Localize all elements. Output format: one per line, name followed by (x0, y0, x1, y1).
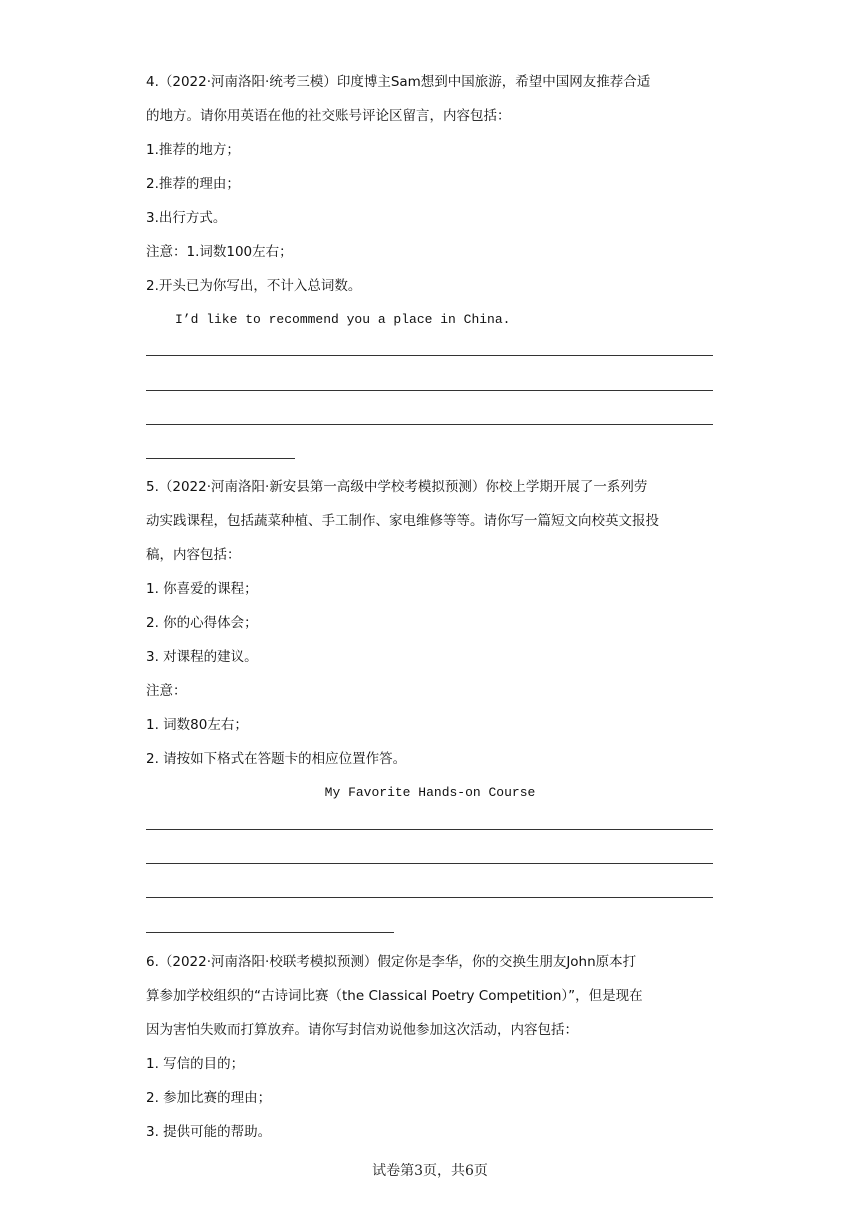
q5-item-3: 3. 对课程的建议。 (146, 649, 258, 665)
q5-note-heading: 注意： (146, 683, 187, 699)
q4-item-2: 2.推荐的理由； (146, 176, 240, 192)
q4-opening-sentence: I’d like to recommend you a place in China. (175, 312, 511, 327)
q5-answer-line-1 (146, 829, 713, 830)
q4-note-2: 2.开头已为你写出，不计入总词数。 (146, 278, 362, 294)
q4-answer-line-4 (146, 458, 295, 459)
q5-prompt-line-2: 动实践课程，包括蔬菜种植、手工制作、家电维修等等。请你写一篇短文向校英文报投 (146, 513, 659, 529)
q6-prompt-line-3: 因为害怕失败而打算放弃。请你写封信劝说他参加这次活动，内容包括： (146, 1022, 578, 1038)
q4-note-1: 注意：1.词数100左右； (146, 244, 293, 260)
q4-answer-line-1 (146, 355, 713, 356)
q4-answer-line-2 (146, 390, 713, 391)
q5-item-2: 2. 你的心得体会； (146, 615, 258, 631)
q4-prompt-line-2: 的地方。请你用英语在他的社交账号评论区留言，内容包括： (146, 108, 511, 124)
q5-answer-line-3 (146, 897, 713, 898)
q4-answer-line-3 (146, 424, 713, 425)
q4-item-3: 3.出行方式。 (146, 210, 227, 226)
q6-item-3: 3. 提供可能的帮助。 (146, 1124, 272, 1140)
q5-item-1: 1. 你喜爱的课程； (146, 581, 258, 597)
q6-item-1: 1. 写信的目的； (146, 1056, 245, 1072)
q4-prompt-line-1: 4.（2022·河南洛阳·统考三模）印度博主Sam想到中国旅游，希望中国网友推荐合适 (146, 74, 651, 90)
q5-note-1: 1. 词数80左右； (146, 717, 248, 733)
q6-prompt-line-2: 算参加学校组织的“古诗词比赛（the Classical Poetry Competition）”，但是现在 (146, 988, 643, 1004)
q5-answer-line-4 (146, 932, 394, 933)
page-number-footer: 试卷第3页，共6页 (372, 1163, 488, 1179)
q5-note-2: 2. 请按如下格式在答题卡的相应位置作答。 (146, 751, 407, 767)
q4-item-1: 1.推荐的地方； (146, 142, 240, 158)
q5-prompt-line-3: 稿，内容包括： (146, 547, 241, 563)
q6-item-2: 2. 参加比赛的理由； (146, 1090, 272, 1106)
q5-answer-line-2 (146, 863, 713, 864)
q5-essay-title: My Favorite Hands-on Course (324, 785, 536, 800)
q5-prompt-line-1: 5.（2022·河南洛阳·新安县第一高级中学校考模拟预测）你校上学期开展了一系列劳 (146, 479, 648, 495)
q6-prompt-line-1: 6.（2022·河南洛阳·校联考模拟预测）假定你是李华，你的交换生朋友John原本打 (146, 954, 637, 970)
